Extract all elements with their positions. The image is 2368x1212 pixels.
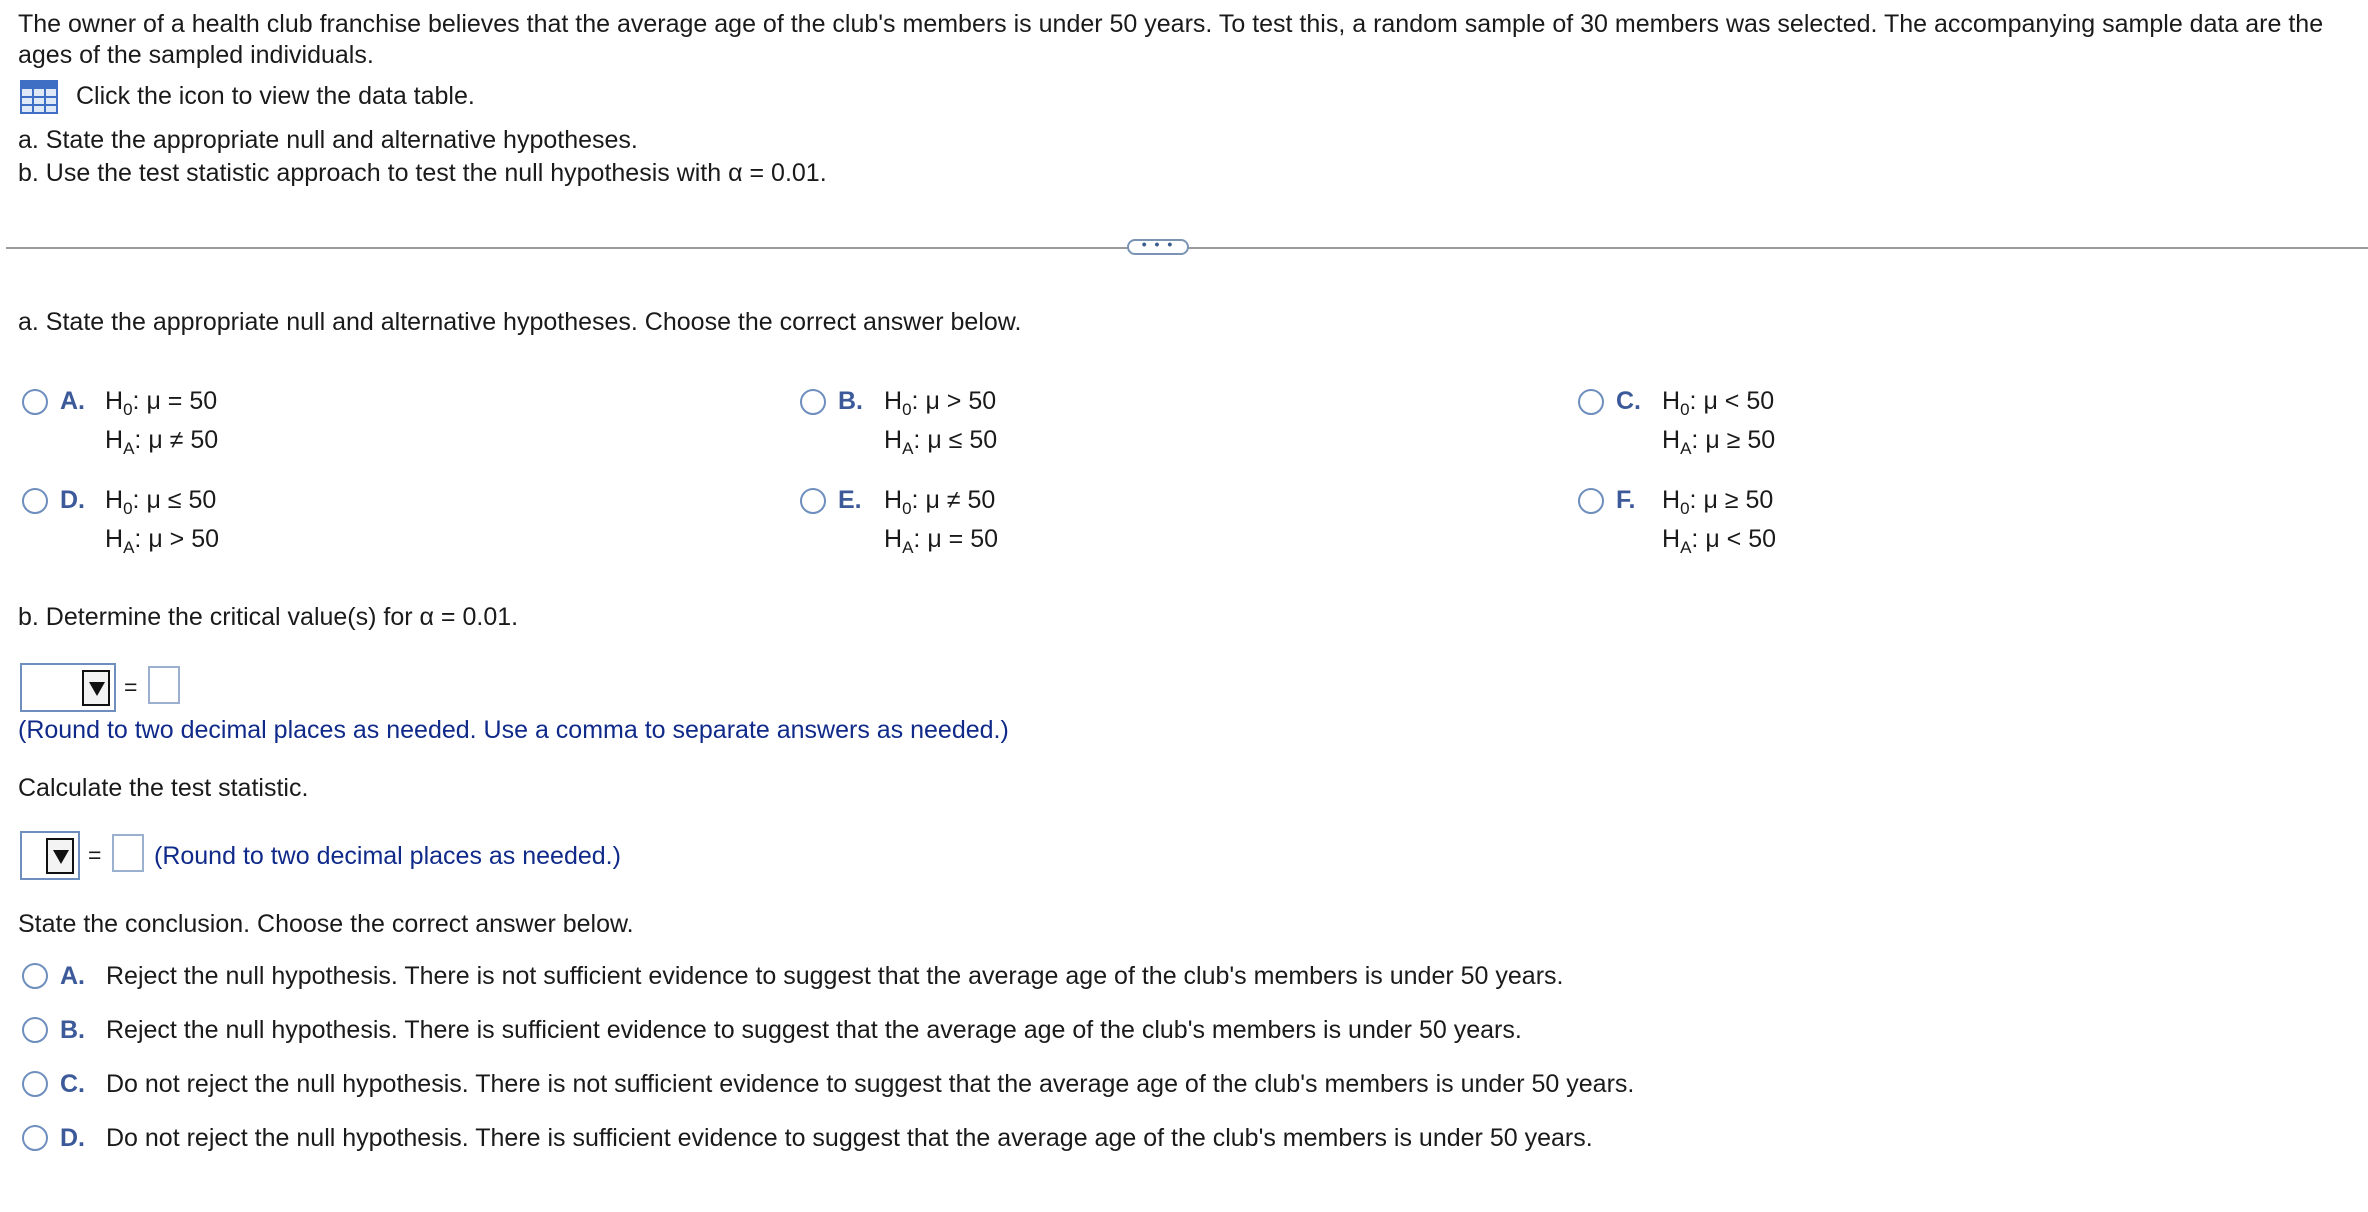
radio-d-icon[interactable] <box>22 488 48 514</box>
h0-line: $H_0$: μ ≤ 50 <box>105 486 217 518</box>
option-letter: B. <box>838 387 863 415</box>
radio-b-icon[interactable] <box>22 1017 48 1043</box>
h0-line: $H_0$: μ < 50 <box>1662 387 1775 419</box>
option-letter: A. <box>60 387 85 415</box>
test-statistic-dropdown[interactable] <box>20 831 80 880</box>
option-letter: C. <box>60 1070 85 1098</box>
critical-value-input[interactable] <box>148 666 180 704</box>
option-letter: C. <box>1616 387 1641 415</box>
problem-statement: The owner of a health club franchise believes that the average age of the club's members is under 50 years. To test this, a random sample of 30 members was selected. The accompanying sample data are the ages of the sampled individuals. <box>18 10 2324 69</box>
option-text: Reject the null hypothesis. There is sufficient evidence to suggest that the average age of the club's members is under 50 years. <box>106 1016 1522 1044</box>
option-letter: B. <box>60 1016 85 1044</box>
dropdown-arrow-icon <box>46 838 74 874</box>
equals-sign: = <box>124 674 138 700</box>
test-statistic-hint: (Round to two decimal places as needed.) <box>154 842 621 870</box>
critical-value-prompt: b. Determine the critical value(s) for α = 0.01. <box>18 603 519 631</box>
ha-line: $H_A$: μ < 50 <box>1662 525 1777 557</box>
h0-line: $H_0$: μ ≥ 50 <box>1662 486 1774 518</box>
radio-a-icon[interactable] <box>22 389 48 415</box>
intro-part-b: b. Use the test statistic approach to test the null hypothesis with α = 0.01. <box>18 159 827 187</box>
ha-line: $H_A$: μ = 50 <box>884 525 999 557</box>
option-text: Reject the null hypothesis. There is not sufficient evidence to suggest that the average age of the club's members is under 50 years. <box>106 962 1564 990</box>
radio-a-icon[interactable] <box>22 963 48 989</box>
data-table-link-text: Click the icon to view the data table. <box>76 82 475 110</box>
ha-line: $H_A$: μ ≥ 50 <box>1662 426 1776 458</box>
option-letter: F. <box>1616 486 1636 514</box>
option-text: Do not reject the null hypothesis. There is sufficient evidence to suggest that the average age of the club's members is under 50 years. <box>106 1124 1593 1152</box>
conclusion-prompt: State the conclusion. Choose the correct answer below. <box>18 910 634 938</box>
option-text: Do not reject the null hypothesis. There is not sufficient evidence to suggest that the average age of the club's members is under 50 years. <box>106 1070 1635 1098</box>
radio-f-icon[interactable] <box>1578 488 1604 514</box>
ha-line: $H_A$: μ ≠ 50 <box>105 426 219 458</box>
critical-value-dropdown[interactable] <box>20 663 116 712</box>
ha-line: $H_A$: μ ≤ 50 <box>884 426 998 458</box>
critical-value-hint: (Round to two decimal places as needed. Use a comma to separate answers as needed.) <box>18 716 1009 744</box>
equals-sign: = <box>88 842 102 868</box>
option-letter: D. <box>60 486 85 514</box>
option-letter: A. <box>60 962 85 990</box>
h0-line: $H_0$: μ > 50 <box>884 387 997 419</box>
radio-c-icon[interactable] <box>1578 389 1604 415</box>
option-letter: E. <box>838 486 862 514</box>
ha-line: $H_A$: μ > 50 <box>105 525 220 557</box>
radio-e-icon[interactable] <box>800 488 826 514</box>
option-letter: D. <box>60 1124 85 1152</box>
radio-d-icon[interactable] <box>22 1125 48 1151</box>
expand-more-button[interactable]: • • • <box>1127 239 1189 255</box>
h0-line: $H_0$: μ ≠ 50 <box>884 486 996 518</box>
radio-c-icon[interactable] <box>22 1071 48 1097</box>
test-statistic-prompt: Calculate the test statistic. <box>18 774 309 802</box>
question-a-prompt: a. State the appropriate null and alternative hypotheses. Choose the correct answer below. <box>18 308 1022 336</box>
dropdown-arrow-icon <box>82 670 110 706</box>
test-statistic-input[interactable] <box>112 834 144 872</box>
data-table-icon[interactable] <box>20 80 58 114</box>
radio-b-icon[interactable] <box>800 389 826 415</box>
h0-line: $H_0$: μ = 50 <box>105 387 218 419</box>
intro-part-a: a. State the appropriate null and alternative hypotheses. <box>18 126 638 154</box>
